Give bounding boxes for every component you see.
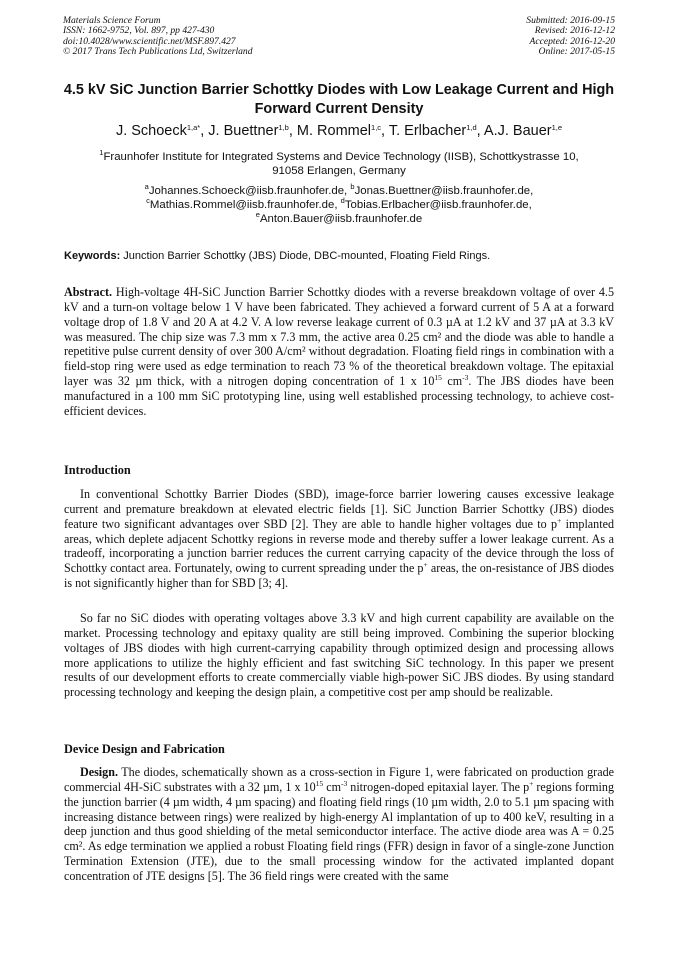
- section-heading-design: Device Design and Fabrication: [64, 742, 225, 756]
- journal-copyright: © 2017 Trans Tech Publications Ltd, Switzerland: [63, 45, 253, 57]
- author-name: J. Buettner: [208, 123, 279, 139]
- author-affil-sup: 1,e: [551, 123, 563, 132]
- abstract-text: . The JBS diodes have been manufactured in a 100 mm SiC prototyping line, using well established processing technology, to achieve cost-efficient devices.: [64, 374, 614, 418]
- section-heading-introduction: Introduction: [64, 463, 131, 477]
- journal-info: [63, 16, 253, 57]
- author-name: T. Erlbacher: [388, 123, 467, 139]
- paper-title: 4.5 kV SiC Junction Barrier Schottky Diodes with Low Leakage Current and High Forward Current Density: [63, 82, 615, 117]
- paragraph-text: implanted areas, which deplete adjacent Schottky regions in reverse mode and thereby suffer a lower leakage current. As a tradeoff, incorporating a junction barrier reduces the current carrying capacity of the device through the loss of Schottky contact area. Fortunately, owing to current spreading under the p: [64, 516, 614, 576]
- paragraph-text: areas, the on-resistance of JBS diodes is not significantly higher than for SBD [3; 4].: [64, 561, 614, 591]
- keywords: [64, 249, 614, 263]
- introduction-paragraph-1: [64, 487, 614, 591]
- author-affil-sup: 1,a*: [186, 123, 201, 132]
- introduction-paragraph-2: So far no SiC diodes with operating voltages above 3.3 kV and high current capability are available on the market. Processing technology and epitaxy quality are still being improved. Combining the superior blocking voltages of JBS diodes with high current-carrying capability through optimized design and processing allows more applications to utilize the highly efficient and fast switching SiC technology. In this paper we present results of our development efforts to create commercially viable high-power SiC JBS diodes. By using standard processing technology and keeping the design plain, a competitive cost per amp should be realizable.: [64, 611, 614, 700]
- design-paragraph: [64, 765, 614, 884]
- exponent: -3: [462, 373, 469, 383]
- paragraph-text: In conventional Schottky Barrier Diodes (SBD), image-force barrier lowering causes excessive leakage current and premature breakdown at elevated electric fields [1]. SiC Junction Barrier Schottky (JBS) diodes feature two significant advantages over SBD [2]. They are able to handle higher voltages due to p: [64, 487, 614, 531]
- author-name: A.J. Bauer: [483, 123, 552, 139]
- author-emails: [60, 184, 618, 227]
- date-revised: Revised: 2016-12-12: [534, 25, 615, 37]
- journal-issn: ISSN: 1662-9752, Vol. 897, pp 427-430: [63, 25, 215, 37]
- paragraph-text: regions forming the junction barrier (4 µm width, 4 µm spacing) and floating field rings (10 µm width, 2.0 to 5.1 µm spacing with increasing distance between rings) were realized by high-energy Al implantation of up to 400 keV, resulting in a deep junction and thus good shielding of the metal semiconductor interface. The active diode area was A = 0.25 cm². As edge termination we applied a robust Floating field rings (FFR) design in favor of a single-zone Junction Termination Extension (JTE), due to the small processing window for the activated implanted dopant concentration of JTE designs [5]. The 36 field rings were created with the same: [64, 779, 615, 883]
- abstract: [64, 285, 614, 419]
- paragraph-text: nitrogen-doped epitaxial layer. The p: [347, 779, 530, 794]
- email-link[interactable]: Mathias.Rommel@iisb.fraunhofer.de,: [149, 199, 338, 212]
- email-link[interactable]: Anton.Bauer@iisb.fraunhofer.de: [259, 213, 423, 226]
- keywords-label: Keywords:: [64, 250, 121, 262]
- author-name: M. Rommel: [296, 123, 372, 139]
- superscript: +: [423, 560, 428, 570]
- email-link[interactable]: Johannes.Schoeck@iisb.fraunhofer.de,: [148, 185, 348, 197]
- affiliation-line-2: 91058 Erlangen, Germany: [272, 165, 406, 178]
- design-label: Design.: [80, 765, 118, 779]
- date-accepted: Accepted: 2016-12-20: [529, 35, 615, 47]
- email-sup: a: [144, 182, 149, 191]
- email-line: [60, 184, 618, 198]
- email-line: [60, 212, 618, 226]
- journal-name: Materials Science Forum: [63, 15, 161, 26]
- submission-dates: [526, 16, 615, 57]
- author-affil-sup: 1,b: [278, 123, 289, 132]
- author-separator: ,: [381, 123, 389, 139]
- affiliation-sup: 1: [99, 148, 104, 157]
- exponent: 15: [315, 778, 324, 788]
- email-sup: e: [255, 210, 260, 220]
- email-sup: b: [350, 182, 355, 191]
- email-sup: d: [340, 196, 345, 206]
- author-separator: ,: [476, 123, 484, 139]
- paragraph-text: The diodes, schematically shown as a cross-section in Figure 1, were fabricated on production grade commercial 4H-SiC substrates with a 32 µm, 1 x 10: [64, 765, 614, 794]
- abstract-label: Abstract.: [64, 285, 113, 299]
- email-line: [60, 198, 618, 212]
- date-online: Online: 2017-05-15: [538, 45, 615, 57]
- author-list: [50, 122, 628, 140]
- author-separator: ,: [288, 123, 297, 139]
- email-link[interactable]: Tobias.Erlbacher@iisb.fraunhofer.de,: [344, 199, 532, 212]
- author-affil-sup: 1,d: [466, 123, 477, 132]
- superscript: +: [557, 515, 562, 525]
- author-affil-sup: 1,c: [371, 123, 382, 132]
- author-name: J. Schoeck: [115, 123, 187, 139]
- exponent: 15: [434, 373, 442, 383]
- affiliation: [60, 150, 618, 178]
- email-link[interactable]: Jonas.Buettner@iisb.fraunhofer.de,: [354, 185, 534, 197]
- email-sup: c: [146, 196, 150, 206]
- author-separator: ,: [200, 123, 209, 139]
- abstract-text: High-voltage 4H-SiC Junction Barrier Schottky diodes with a reverse breakdown voltage of over 4.5 kV and a turn-on voltage below 1 V have been fabricated. They achieved a forward current of 5 A at a forward voltage drop of 1.8 V and 20 A at 4.2 V. A low reverse leakage current of 0.3 µA at 1.2 kV and 37 µA at 3.3 kV was measured. The chip size was 7.3 mm x 7.3 mm, the active area 0.25 cm² and the diode was able to handle a repetitive pulse current density of over 300 A/cm² without degradation. Floating field rings in combination with a field-stop ring were used as edge termination to reach 73 % of the theoretical breakdown voltage. The epitaxial layer was 32 µm thick, with a nitrogen doping concentration of 1 x 10: [64, 285, 614, 389]
- journal-doi[interactable]: doi:10.4028/www.scientific.net/MSF.897.427: [63, 35, 236, 47]
- date-submitted: Submitted: 2016-09-15: [526, 15, 615, 26]
- keywords-text: Junction Barrier Schottky (JBS) Diode, DBC-mounted, Floating Field Rings.: [120, 250, 491, 262]
- superscript: +: [529, 778, 534, 788]
- affiliation-line-1: Fraunhofer Institute for Integrated Systems and Device Technology (IISB), Schottkystrasse 10,: [103, 151, 579, 163]
- abstract-text: cm: [441, 374, 463, 389]
- exponent: -3: [340, 778, 348, 788]
- paragraph-text: cm: [323, 779, 341, 794]
